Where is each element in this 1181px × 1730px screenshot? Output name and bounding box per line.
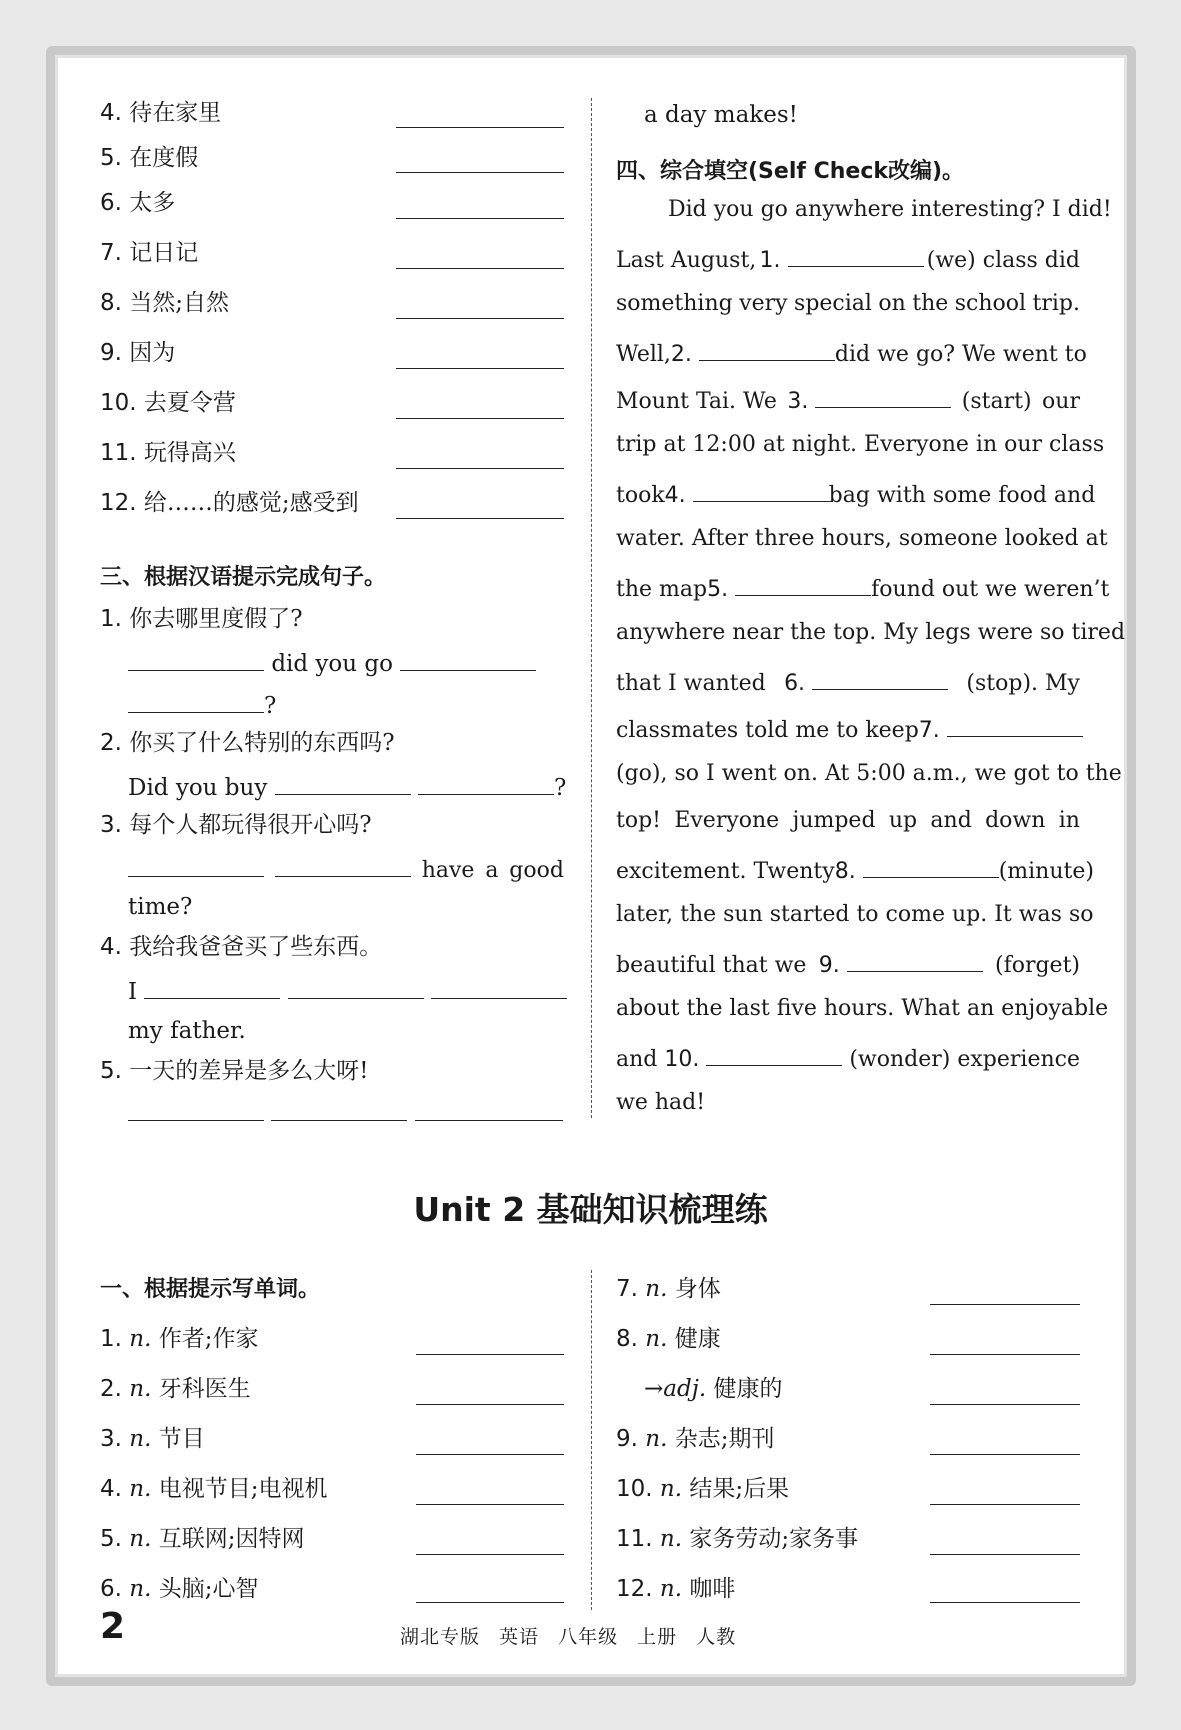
question-4: 4. 我给我爸爸买了些东西。 — [100, 934, 383, 960]
answer-blank[interactable] — [128, 688, 264, 713]
passage-line: and 10. (wonder) experience — [616, 1041, 1080, 1075]
answer-line — [128, 1096, 563, 1129]
list-item: 7. n. 身体 — [616, 1276, 721, 1302]
answer-line: Did you buy ? — [128, 770, 566, 803]
list-item: 4. 待在家里 — [100, 100, 222, 126]
answer-blank[interactable] — [947, 712, 1083, 737]
answer-blank[interactable] — [815, 383, 951, 408]
footer-text: 湖北专版 英语 八年级 上册 人教 — [400, 1626, 737, 1648]
question-5: 5. 一天的差异是多么大呀! — [100, 1058, 369, 1084]
answer-blank[interactable] — [275, 852, 411, 877]
answer-blank[interactable] — [930, 1404, 1080, 1405]
list-item: 6. 太多 — [100, 190, 176, 216]
passage-line: trip at 12:00 at night. Everyone in our class — [616, 432, 1105, 457]
list-item: 7. 记日记 — [100, 240, 199, 266]
answer-blank[interactable] — [418, 770, 554, 795]
answer-blank[interactable] — [396, 127, 564, 128]
passage-line: classmates told me to keep 7. — [616, 712, 1080, 746]
answer-blank[interactable] — [416, 1354, 564, 1355]
passage-line: Well,2. did we go? We went to — [616, 336, 1080, 370]
answer-blank[interactable] — [128, 646, 264, 671]
answer-blank[interactable] — [812, 665, 948, 690]
passage-line: (go), so I went on. At 5:00 a.m., we got to the — [616, 761, 1122, 786]
question-2: 2. 你买了什么特别的东西吗? — [100, 730, 395, 756]
list-item: 2. n. 牙科医生 — [100, 1376, 251, 1402]
answer-blank[interactable] — [271, 1096, 407, 1121]
answer-line: did you go — [128, 646, 536, 679]
answer-blank[interactable] — [863, 853, 999, 878]
list-item: 6. n. 头脑;心智 — [100, 1576, 259, 1602]
answer-blank[interactable] — [396, 172, 564, 173]
section-4-title: 四、综合填空(Self Check改编)。 — [616, 159, 965, 184]
answer-blank[interactable] — [128, 852, 264, 877]
passage-line: top! Everyone jumped up and down in — [616, 808, 1080, 833]
answer-blank[interactable] — [396, 518, 564, 519]
answer-blank[interactable] — [416, 1454, 564, 1455]
answer-blank[interactable] — [396, 318, 564, 319]
column-divider-bottom — [591, 1270, 592, 1610]
passage-line: later, the sun started to come up. It was so — [616, 902, 1094, 927]
list-item: 8. n. 健康 — [616, 1326, 721, 1352]
answer-blank[interactable] — [288, 974, 424, 999]
section-1-title: 一、根据提示写单词。 — [100, 1277, 321, 1302]
answer-blank[interactable] — [396, 368, 564, 369]
list-item: 5. 在度假 — [100, 145, 199, 171]
passage-line: beautiful that we 9. (forget) — [616, 947, 1080, 981]
answer-blank[interactable] — [706, 1041, 842, 1066]
answer-blank[interactable] — [930, 1454, 1080, 1455]
list-item: 3. n. 节目 — [100, 1426, 205, 1452]
question-3: 3. 每个人都玩得很开心吗? — [100, 812, 372, 838]
answer-blank[interactable] — [735, 571, 871, 596]
answer-blank[interactable] — [431, 974, 567, 999]
passage-line: the map 5. found out we weren’t — [616, 571, 1080, 605]
list-item: 1. n. 作者;作家 — [100, 1326, 259, 1352]
list-item: 10. 去夏令营 — [100, 390, 236, 416]
passage-line: took 4. bag with some food and — [616, 477, 1080, 511]
answer-blank[interactable] — [416, 1554, 564, 1555]
answer-blank[interactable] — [396, 468, 564, 469]
passage-line: Did you go anywhere interesting? I did! — [668, 197, 1112, 222]
list-item: 11. 玩得高兴 — [100, 440, 236, 466]
list-item: →adj. 健康的 — [644, 1376, 783, 1402]
passage-line: water. After three hours, someone looked at — [616, 526, 1108, 551]
passage-line: that I wanted 6. (stop). My — [616, 665, 1080, 699]
column-divider-top — [591, 98, 592, 1118]
list-item: 5. n. 互联网;因特网 — [100, 1526, 305, 1552]
answer-line: ? — [128, 688, 276, 721]
answer-blank[interactable] — [693, 477, 829, 502]
answer-line: have a good — [128, 852, 564, 886]
answer-blank[interactable] — [416, 1602, 564, 1603]
list-item: 8. 当然;自然 — [100, 290, 230, 316]
answer-blank[interactable] — [847, 947, 983, 972]
list-item: 11. n. 家务劳动;家务事 — [616, 1526, 859, 1552]
answer-blank[interactable] — [416, 1404, 564, 1405]
answer-blank[interactable] — [788, 242, 924, 267]
answer-blank[interactable] — [699, 336, 835, 361]
section-3-title: 三、根据汉语提示完成句子。 — [100, 565, 387, 590]
passage-line: Mount Tai. We 3. (start) our — [616, 383, 1080, 417]
answer-blank[interactable] — [415, 1096, 563, 1121]
answer-blank[interactable] — [275, 770, 411, 795]
answer-line: time? — [128, 894, 193, 920]
passage-line: something very special on the school trip. — [616, 291, 1080, 316]
unit-title: Unit 2 基础知识梳理练 — [413, 1190, 768, 1229]
answer-blank[interactable] — [930, 1602, 1080, 1603]
answer-blank[interactable] — [128, 1096, 264, 1121]
list-item: 9. n. 杂志;期刊 — [616, 1426, 775, 1452]
list-item: 12. n. 咖啡 — [616, 1576, 736, 1602]
question-5-continuation: a day makes! — [644, 102, 798, 128]
list-item: 9. 因为 — [100, 340, 176, 366]
list-item: 12. 给……的感觉;感受到 — [100, 490, 359, 516]
passage-line: excitement. Twenty 8. (minute) — [616, 853, 1080, 887]
arrow-icon: → — [644, 1376, 664, 1402]
answer-blank[interactable] — [396, 218, 564, 219]
passage-line: about the last five hours. What an enjoyable — [616, 996, 1109, 1021]
passage-line: anywhere near the top. My legs were so tired — [616, 620, 1126, 645]
question-1: 1. 你去哪里度假了? — [100, 606, 303, 632]
list-item: 10. n. 结果;后果 — [616, 1476, 790, 1502]
passage-line: we had! — [616, 1090, 706, 1115]
passage-line: Last August, 1. (we) class did — [616, 242, 1080, 276]
answer-blank[interactable] — [396, 418, 564, 419]
answer-blank[interactable] — [930, 1304, 1080, 1305]
page-number: 2 — [100, 1606, 126, 1647]
answer-line: my father. — [128, 1018, 246, 1044]
answer-blank[interactable] — [400, 646, 536, 671]
answer-blank[interactable] — [396, 268, 564, 269]
answer-blank[interactable] — [930, 1354, 1080, 1355]
answer-line: I — [128, 974, 567, 1007]
list-item: 4. n. 电视节目;电视机 — [100, 1476, 328, 1502]
answer-blank[interactable] — [930, 1504, 1080, 1505]
answer-blank[interactable] — [930, 1554, 1080, 1555]
answer-blank[interactable] — [144, 974, 280, 999]
answer-blank[interactable] — [416, 1504, 564, 1505]
